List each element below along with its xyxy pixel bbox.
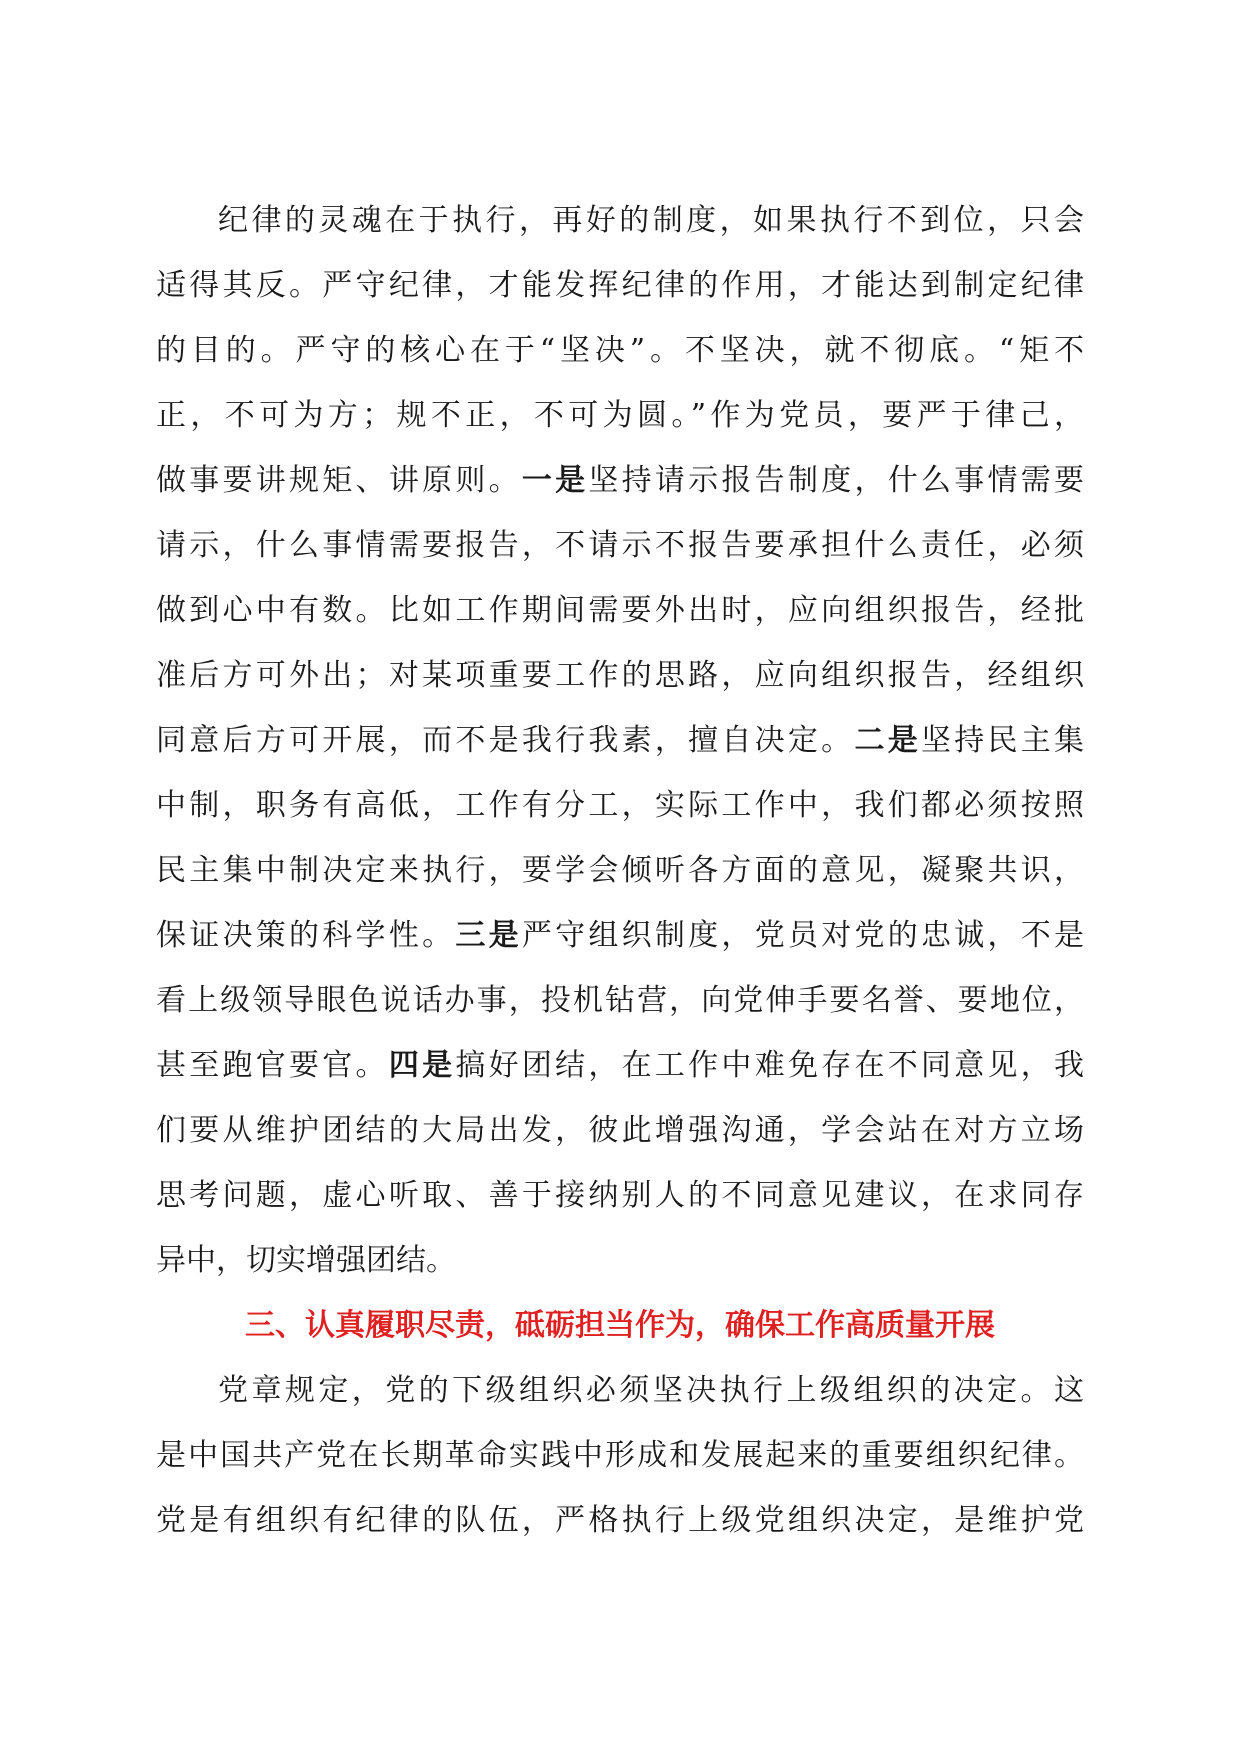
text-line: 做到心中有数。比如工作期间需要外出时，应向组织报告，经批 (156, 593, 1084, 628)
text-line: 是中国共产党在长期革命实践中形成和发展起来的重要组织纪律。 (156, 1438, 1084, 1473)
bold-marker: 四是 (388, 1048, 456, 1083)
text-line: 民主集中制决定来执行，要学会倾听各方面的意见，凝聚共识， (156, 853, 1084, 888)
bold-marker: 三是 (455, 918, 522, 953)
text-line: 们要从维护团结的大局出发，彼此增强沟通，学会站在对方立场 (156, 1113, 1084, 1148)
text-line: 适得其反。严守纪律，才能发挥纪律的作用，才能达到制定纪律 (156, 268, 1084, 303)
text-line: 纪律的灵魂在于执行，再好的制度，如果执行不到位，只会 (218, 203, 1084, 238)
text-line: 准后方可外出；对某项重要工作的思路，应向组织报告，经组织 (156, 658, 1084, 693)
text-line: 异中，切实增强团结。 (156, 1243, 456, 1278)
text-line: 甚至跑官要官。四是搞好团结，在工作中难免存在不同意见，我 (156, 1048, 1085, 1083)
text-line: 思考问题，虚心听取、善于接纳别人的不同意见建议，在求同存 (156, 1178, 1084, 1213)
text-line: 正，不可为方；规不正，不可为圆。”作为党员，要严于律己， (156, 398, 1084, 433)
text-line: 的目的。严守的核心在于“坚决”。不坚决，就不彻底。“矩不 (156, 333, 1084, 368)
section-heading: 三、认真履职尽责，砥砺担当作为，确保工作高质量开展 (245, 1308, 995, 1343)
text-line: 保证决策的科学性。三是严守组织制度，党员对党的忠诚，不是 (156, 918, 1085, 953)
bold-marker: 一是 (521, 463, 589, 498)
text-line: 做事要讲规矩、讲原则。一是坚持请示报告制度，什么事情需要 (156, 463, 1085, 498)
text-line: 党章规定，党的下级组织必须坚决执行上级组织的决定。这 (218, 1373, 1084, 1408)
text-line: 请示，什么事情需要报告，不请示不报告要承担什么责任，必须 (156, 528, 1084, 563)
document-page (156, 188, 1084, 1553)
text-line: 中制，职务有高低，工作有分工，实际工作中，我们都必须按照 (156, 788, 1084, 823)
text-line: 看上级领导眼色说话办事，投机钻营，向党伸手要名誉、要地位， (156, 983, 1084, 1018)
text-line: 同意后方可开展，而不是我行我素，擅自决定。二是坚持民主集 (156, 723, 1085, 758)
bold-marker: 二是 (854, 723, 921, 758)
text-line: 党是有组织有纪律的队伍，严格执行上级党组织决定，是维护党 (156, 1503, 1084, 1538)
